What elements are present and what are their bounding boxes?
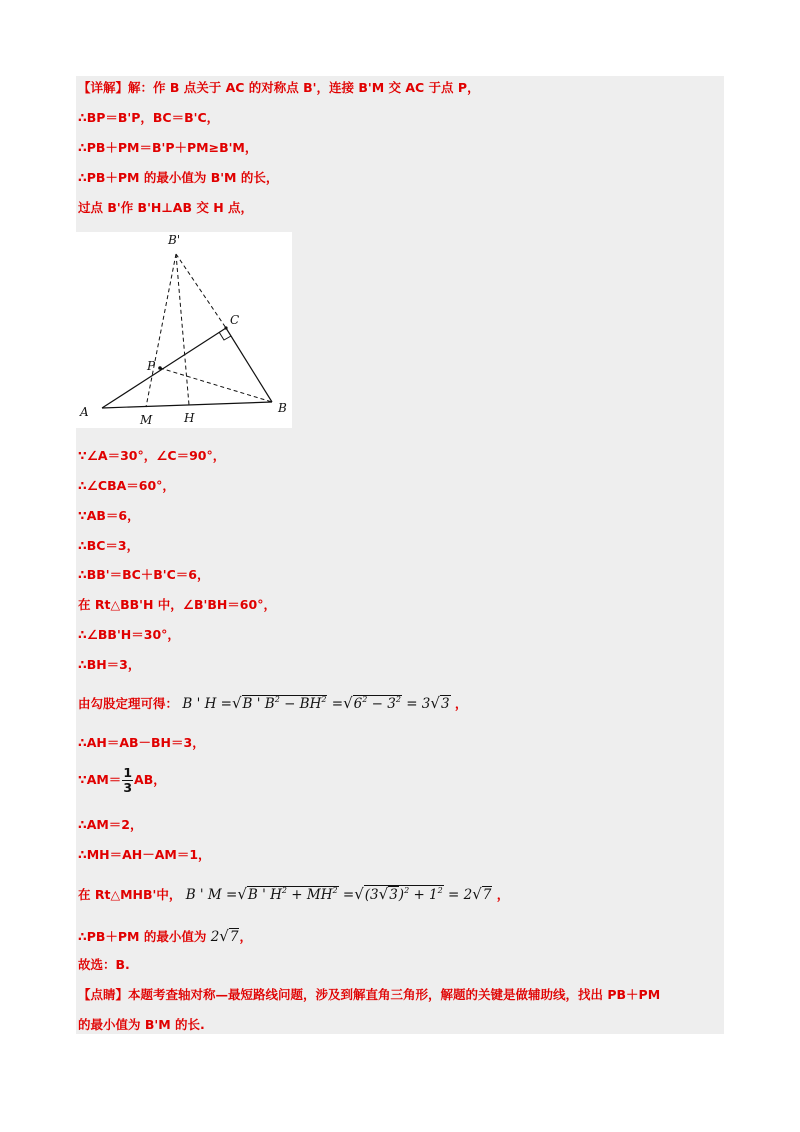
segment-BpH: [176, 254, 189, 405]
label-C: C: [230, 313, 240, 327]
radical-6: 7: [482, 887, 492, 903]
line-21-answer: 故选：B.: [78, 957, 130, 972]
segment-BpM: [146, 254, 176, 407]
line-20: ∴PB＋PM 的最小值为 2√7，: [78, 927, 252, 945]
line-19-formula: 在 Rt△MHB'中， B ' M =√B ' $H^2 + MH^2 =√(3√3)^2 + 1^2 = 2√7$ ，: [78, 885, 510, 903]
line-1-text: 解：作 B 点关于 AC 的对称点 B'，连接 B'M 交 AC 于点 P，: [128, 80, 480, 95]
line-5: 过点 B'作 B'H⊥AB 交 H 点，: [78, 200, 254, 215]
point-P: [158, 366, 162, 370]
radical-3: 3: [440, 696, 450, 712]
line-17: ∴AM＝2，: [78, 817, 143, 832]
line-10: ∴BB'＝BC＋B'C＝6，: [78, 567, 210, 582]
segment-AC: [102, 328, 226, 408]
label-M: M: [140, 413, 153, 427]
label-A: A: [80, 405, 89, 419]
line-4: ∴PB＋PM 的最小值为 B'M 的长，: [78, 170, 279, 185]
formula-BpM: B ' M =√B ' $H^2 + MH^2 =√(3√3)^2 + 1^2 = 2√7$: [185, 885, 492, 903]
point-C: [224, 326, 227, 329]
geometry-figure: [76, 232, 292, 428]
answer-value: 2√7: [210, 927, 239, 945]
label-B: B: [278, 401, 287, 415]
line-8: ∵AB＝6，: [78, 508, 140, 523]
fraction-one-third: $\frac{1}{3}$: [123, 765, 133, 795]
line-9: ∴BC＝3，: [78, 538, 140, 553]
detail-tag: 【详解】: [78, 80, 129, 95]
segment-AB: [102, 402, 272, 408]
line-6: ∵∠A＝30°，∠C＝90°，: [78, 448, 226, 463]
label-Bprime: B': [168, 233, 181, 247]
radical-4: B ' $H^2 + MH^2$: [247, 886, 338, 903]
triangle-diagram: [76, 232, 292, 428]
line-1: [78, 80, 480, 96]
line-11: 在 Rt△BB'H 中，∠B'BH＝60°，: [78, 597, 276, 612]
comment-text: 本题考查轴对称—最短路线问题，涉及到解直角三角形，解题的关键是做辅助线，找出 PB＋PM: [128, 987, 661, 1002]
segment-BpC: [176, 254, 226, 328]
line-22: [78, 987, 660, 1003]
line-23: 的最小值为 B'M 的长.: [78, 1017, 205, 1032]
segment-CB: [226, 328, 272, 402]
comment-tag: 【点睛】: [78, 987, 129, 1002]
line-14-prefix: 由勾股定理可得：: [78, 696, 179, 711]
line-2: ∴BP＝B'P，BC＝B'C，: [78, 110, 220, 125]
radical-1: B ' $B^2 - BH^2$: [242, 695, 327, 712]
line-7: ∴∠CBA＝60°，: [78, 478, 175, 493]
line-15: ∴AH＝AB－BH＝3，: [78, 735, 205, 750]
line-18: ∴MH＝AH－AM＝1，: [78, 847, 211, 862]
formula-BpH: B ' H =√B ' $B^2 - BH^2 =√6^2 - 3^2 = 3√3$: [182, 694, 450, 712]
line-3: ∴PB＋PM＝B'P＋PM≥B'M，: [78, 140, 258, 155]
label-P: P: [147, 359, 156, 373]
line-12: ∴∠BB'H＝30°，: [78, 627, 180, 642]
line-16: ∵AM＝ $\frac{1}{3}$ AB，: [78, 765, 166, 795]
line-13: ∴BH＝3，: [78, 657, 141, 672]
radical-2: $6^2 - 3^2$: [353, 695, 401, 712]
radical-5: $(3√3)^2 + 1^2$: [364, 885, 443, 903]
line-14-pythagoras: 由勾股定理可得： B ' H =√B ' $B^2 - BH^2 =√6^2 - 3^2 = 3√3$ ，: [78, 694, 468, 712]
label-H: H: [184, 411, 195, 425]
segment-PB: [160, 368, 272, 402]
